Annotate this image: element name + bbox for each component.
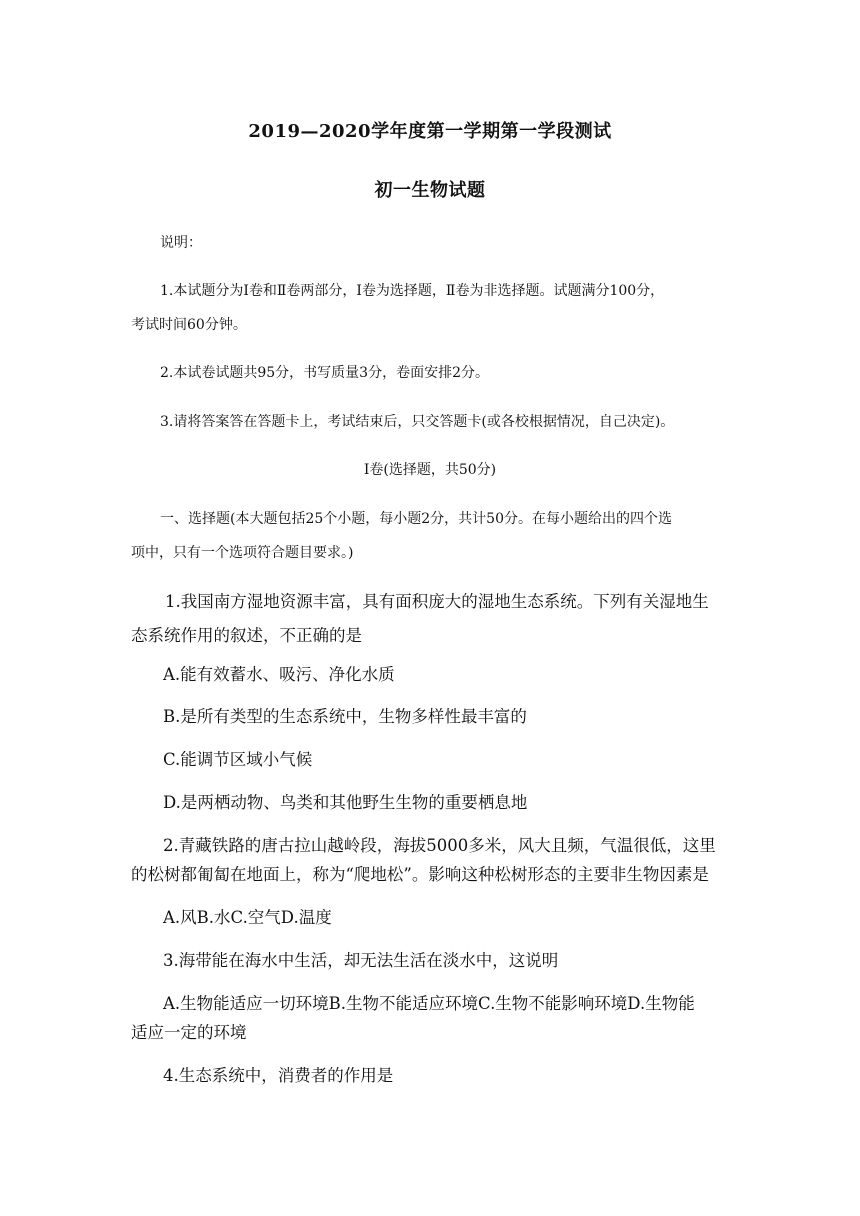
question-1-option-d: D.是两栖动物、鸟类和其他野生生物的重要栖息地 [163,793,528,812]
exam-title: 2019—2020学年度第一学期第一学段测试 [248,121,612,142]
question-1-stem-line-1: 1.我国南方湿地资源丰富，具有面积庞大的湿地生态系统。下列有关湿地生 [165,592,709,611]
question-3-options-line-2: 适应一定的环境 [131,1023,247,1042]
question-4-stem-line-1: 4.生态系统中，消费者的作用是 [163,1066,394,1085]
question-2-options: A.风B.水C.空气D.温度 [163,908,332,927]
question-3-stem-line-1: 3.海带能在海水中生活，却无法生活在淡水中，这说明 [163,951,559,970]
section-heading: Ⅰ卷(选择题，共50分) [363,462,497,478]
instruction-item-1-line-1: 1.本试题分为Ⅰ卷和Ⅱ卷两部分，Ⅰ卷为选择题，Ⅱ卷为非选择题。试题满分100分， [160,283,665,299]
question-2-stem-line-1: 2.青藏铁路的唐古拉山越岭段，海拔5000多米，风大且频，气温很低，这里 [163,836,716,855]
question-3-options-line-1: A.生物能适应一切环境B.生物不能适应环境C.生物不能影响环境D.生物能 [163,994,695,1013]
question-2-stem-line-2: 的松树都匍匐在地面上，称为“爬地松”。影响这种松树形态的主要非生物因素是 [131,865,709,884]
section-intro-line-1: 一、选择题(本大题包括25个小题，每小题2分，共计50分。在每小题给出的四个选 [160,511,672,527]
question-1-option-a: A.能有效蓄水、吸污、净化水质 [163,665,395,684]
instruction-item-1-line-2: 考试时间60分钟。 [131,317,247,333]
exam-subtitle: 初一生物试题 [374,180,486,201]
instructions-label: 说明： [160,235,202,251]
instruction-item-2: 2.本试卷试题共95分，书写质量3分，卷面安排2分。 [160,365,489,381]
instruction-item-3: 3.请将答案答在答题卡上，考试结束后，只交答题卡(或各校根据情况，自己决定)。 [160,414,675,430]
question-1-option-c: C.能调节区域小气候 [163,750,313,769]
question-1-option-b: B.是所有类型的生态系统中，生物多样性最丰富的 [163,707,527,726]
section-intro-line-2: 项中，只有一个选项符合题目要求。) [131,545,354,561]
question-1-stem-line-2: 态系统作用的叙述，不正确的是 [131,626,362,645]
